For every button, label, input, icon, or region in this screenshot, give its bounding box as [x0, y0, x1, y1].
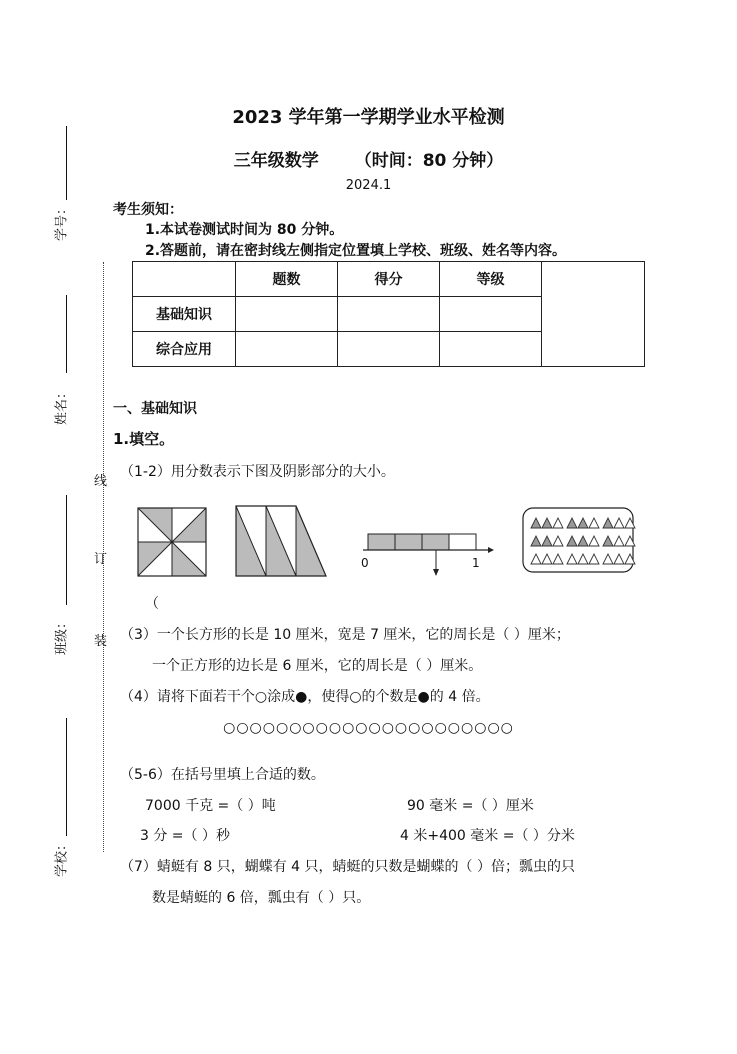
- triangle-shape: [589, 518, 599, 528]
- triangle-shape: [553, 536, 563, 546]
- conversion-2b: 4 米+400 毫米 =（ ）分米: [400, 828, 575, 844]
- seal-char-ding: 订: [94, 552, 108, 567]
- table-corner-cell: [133, 262, 236, 297]
- question-1-2: （1-2）用分数表示下图及阴影部分的大小。: [120, 464, 395, 480]
- question-7-line-2: 数是蜻蜓的 6 倍，瓢虫有（ ）只。: [152, 890, 371, 906]
- triangle-shape: [589, 554, 599, 564]
- conversion-1a: 7000 千克 =（ ）吨: [145, 798, 276, 814]
- name-line: [66, 295, 67, 373]
- triangle-shape: [567, 536, 577, 546]
- table-cell: [236, 297, 338, 332]
- notice-item-1: 1.本试卷测试时间为 80 分钟。: [145, 222, 344, 238]
- exam-subtitle: [0, 146, 737, 171]
- conversion-2a: 3 分 =（ ）秒: [140, 828, 230, 844]
- class-label: 班级：: [54, 616, 70, 656]
- triangle-shape: [531, 536, 541, 546]
- exam-time: （时间：80 分钟）: [354, 151, 504, 171]
- table-total-cell: [542, 262, 645, 367]
- triangle-shape: [614, 518, 624, 528]
- triangle-shape: [542, 536, 552, 546]
- notice-item-2: 2.答题前，请在密封线左侧指定位置填上学校、班级、姓名等内容。: [145, 243, 567, 259]
- triangle-shape: [614, 536, 624, 546]
- triangle-shape: [589, 536, 599, 546]
- student-id-label: 学号：: [54, 202, 70, 242]
- notice-heading: 考生须知：: [113, 202, 183, 218]
- triangle-shape: [531, 518, 541, 528]
- triangles-box-figure: [523, 508, 635, 572]
- number-line-start: 0: [361, 556, 369, 570]
- student-id-line: [66, 126, 67, 200]
- question-5-6: （5-6）在括号里填上合适的数。: [120, 767, 325, 783]
- triangle-shape: [603, 536, 613, 546]
- table-cell: [440, 297, 542, 332]
- triangle-shape: [567, 518, 577, 528]
- table-header-grade: 等级: [440, 262, 542, 297]
- triangle-shape: [603, 554, 613, 564]
- triangle-shape: [553, 554, 563, 564]
- triangle-shape: [542, 518, 552, 528]
- triangle-shape: [578, 518, 588, 528]
- triangle-shape: [553, 518, 563, 528]
- school-label: 学校：: [54, 838, 70, 878]
- name-label: 姓名：: [54, 386, 70, 426]
- answer-paren: （: [145, 596, 159, 612]
- triangle-shape: [531, 554, 541, 564]
- exam-date: 2024.1: [345, 178, 392, 193]
- question-3-line-1: （3）一个长方形的长是 10 厘米，宽是 7 厘米，它的周长是（ ）厘米；: [120, 627, 570, 643]
- score-table: [132, 261, 645, 367]
- table-cell: [338, 297, 440, 332]
- page-title: 2023 学年第一学期学业水平检测: [232, 107, 505, 128]
- table-cell: [338, 332, 440, 367]
- question-3-line-2: 一个正方形的边长是 6 厘米，它的周长是（ ）厘米。: [152, 658, 483, 674]
- conversion-1b: 90 毫米 =（ ）厘米: [407, 798, 534, 814]
- table-cell: [440, 332, 542, 367]
- circles-row: ○○○○○○○○○○○○○○○○○○○○○○: [223, 720, 514, 736]
- triangle-shape: [542, 554, 552, 564]
- table-cell: [236, 332, 338, 367]
- table-row-label-basic: 基础知识: [133, 297, 236, 332]
- table-header-score: 得分: [338, 262, 440, 297]
- fraction-figures: [130, 500, 650, 580]
- class-line: [66, 495, 67, 605]
- table-row-label-applied: 综合应用: [133, 332, 236, 367]
- triangle-shape: [578, 536, 588, 546]
- seal-char-zhuang: 装: [94, 634, 108, 649]
- section-heading: 一、基础知识: [113, 401, 197, 417]
- triangle-shape: [603, 518, 613, 528]
- seal-char-xian: 线: [94, 474, 108, 489]
- subject-label: 三年级数学: [233, 151, 319, 171]
- question-1-heading: 1.填空。: [113, 430, 175, 448]
- pinwheel-square-figure: [138, 508, 206, 576]
- triangle-shape: [614, 554, 624, 564]
- question-4: （4）请将下面若干个○涂成●，使得○的个数是●的 4 倍。: [120, 689, 490, 705]
- question-7-line-1: （7）蜻蜓有 8 只，蝴蝶有 4 只，蜻蜓的只数是蝴蝶的（ ）倍；瓢虫的只: [120, 859, 575, 875]
- score-table-header-row: [133, 262, 645, 297]
- parallelogram-figure: [236, 506, 326, 576]
- triangle-shape: [578, 554, 588, 564]
- triangle-shape: [567, 554, 577, 564]
- table-header-count: 题数: [236, 262, 338, 297]
- number-line-end: 1: [472, 556, 480, 570]
